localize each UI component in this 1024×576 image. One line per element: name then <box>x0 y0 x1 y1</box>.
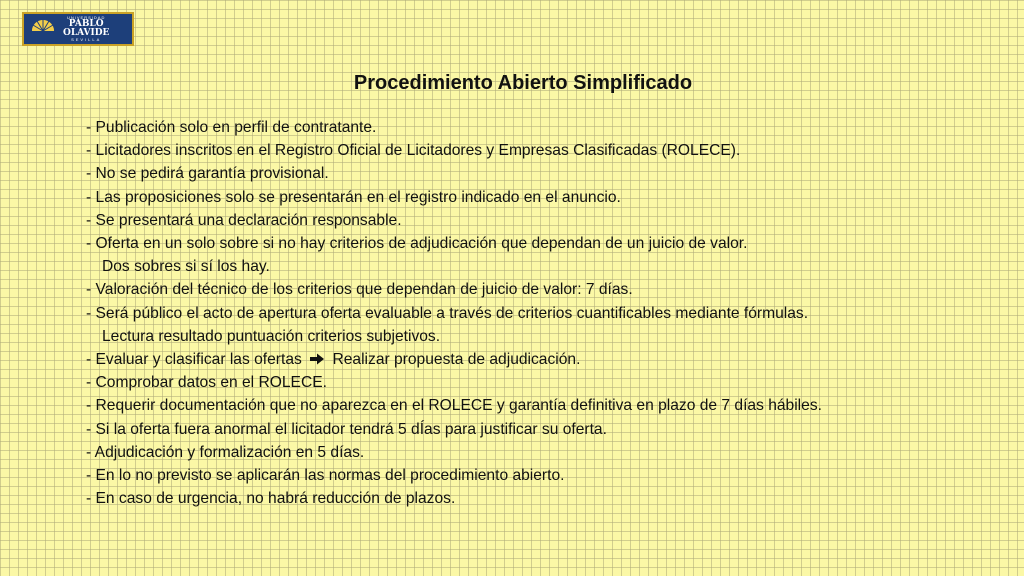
logo-bottom-text: SEVILLA <box>71 37 102 42</box>
list-item: - No se pedirá garantía provisional. <box>86 165 329 183</box>
list-item: - En caso de urgencia, no habrá reducción de plazos. <box>86 490 456 508</box>
university-logo <box>22 12 134 46</box>
list-item <box>86 348 822 371</box>
list-item: - Requerir documentación que no aparezca en el ROLECE y garantía definitiva en plazo de 7 días hábiles. <box>86 397 822 415</box>
list-item: - En lo no previsto se aplicarán las normas del procedimiento abierto. <box>86 467 565 485</box>
list-item: - Si la oferta fuera anormal el licitador tendrá 5 dÍas para justificar su oferta. <box>86 420 607 438</box>
arrow-right-icon <box>309 353 325 365</box>
list-item: - Se presentará una declaración responsable. <box>86 211 402 229</box>
logo-top-text: UNIVERSIDAD <box>67 15 106 20</box>
sun-emblem-icon <box>28 16 58 42</box>
slide-title: Procedimiento Abierto Simplificado <box>353 72 693 94</box>
list-item: - Licitadores inscritos en el Registro Oficial de Licitadores y Empresas Clasificadas (ROLECE). <box>86 142 741 160</box>
bullet-list <box>86 116 822 510</box>
list-item-text: - Evaluar y clasificar las ofertas <box>86 351 302 369</box>
list-item: - Oferta en un solo sobre si no hay criterios de adjudicación que dependan de un juicio de valor. <box>86 235 748 253</box>
list-item: - Adjudicación y formalización en 5 días. <box>86 443 365 461</box>
list-item: - Comprobar datos en el ROLECE. <box>86 374 327 392</box>
list-item-continuation: Lectura resultado puntuación criterios subjetivos. <box>102 327 441 345</box>
list-item-continuation: Dos sobres si sí los hay. <box>102 258 270 276</box>
list-item: - Publicación solo en perfil de contratante. <box>86 119 377 136</box>
logo-line-1: PABLO <box>68 19 104 29</box>
logo-line-2: OLAVIDE <box>63 28 110 38</box>
list-item: - Las proposiciones solo se presentarán en el registro indicado en el anuncio. <box>86 188 621 206</box>
list-item-text: Realizar propuesta de adjudicación. <box>332 351 581 369</box>
list-item: - Será público el acto de apertura oferta evaluable a través de criterios cuantificables mediante fórmulas. <box>86 304 809 322</box>
list-item: - Valoración del técnico de los criterios que dependan de juicio de valor: 7 días. <box>86 281 633 299</box>
